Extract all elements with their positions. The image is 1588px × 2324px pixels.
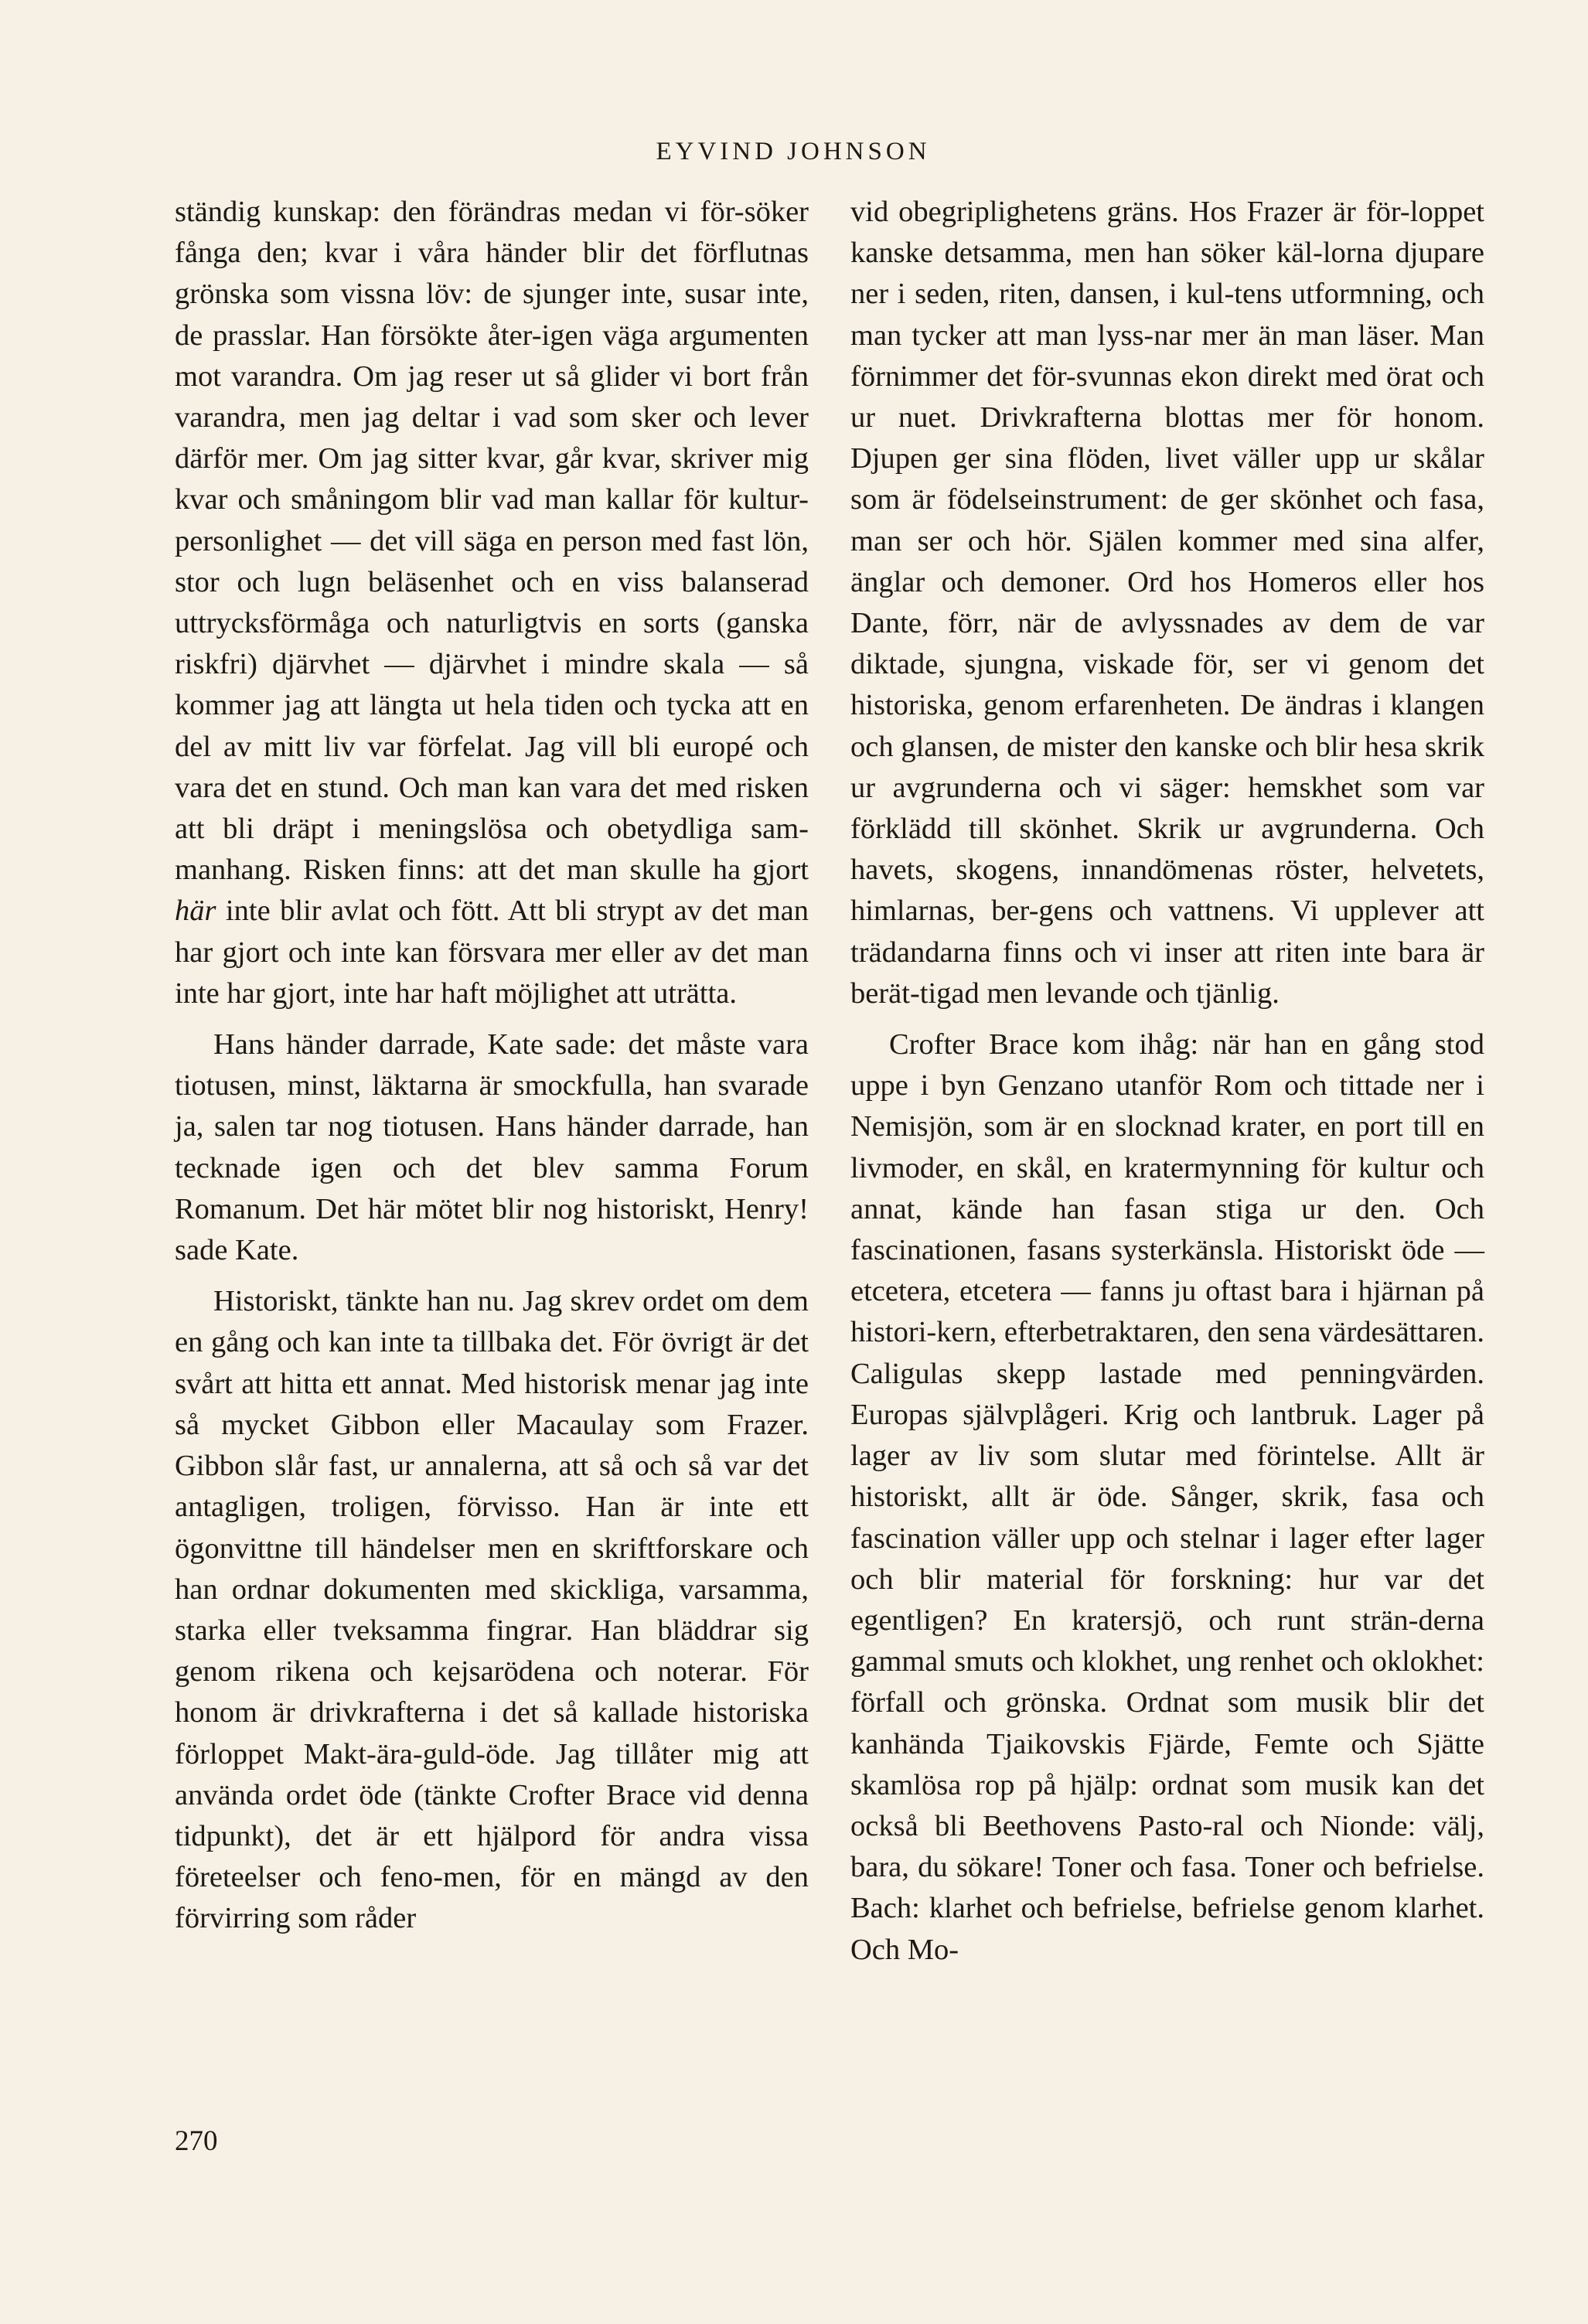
paragraph: Hans händer darrade, Kate sade: det måste vara tiotusen, minst, läktarna är smockfulla, han svarade ja, salen tar nog tiotusen. Hans händer darrade, han tecknade igen och det blev samma Forum Romanum. Det här mötet blir nog historiskt, Henry! sade Kate. <box>175 1028 809 1267</box>
paragraph-text: inte blir avlat och fött. Att bli strypt av det man har gjort och inte kan försvara mer eller av det man inte har gjort, inte har haft möjlighet att uträtta. <box>175 895 809 1010</box>
italic-word: här <box>175 895 216 928</box>
paragraph: Crofter Brace kom ihåg: när han en gång stod uppe i byn Genzano utanför Rom och tittade ner i Nemisjön, som är en slocknad krater, en port till en livmoder, en skål, en kratermynning för kultur och annat, kände han fasan stiga ur den. Och fascinationen, fasans systerkänsla. Historiskt öde — etcetera, etcetera — fanns ju oftast bara i hjärnan på histori-kern, efterbetraktaren, den sena värdesättaren. Caligulas skepp lastade med penningvärden. Europas självplågeri. Krig och lantbruk. Lager på lager av liv som slutar med förintelse. Allt är historiskt, allt är öde. Sånger, skrik, fasa och fascination väller upp och stelnar i lager efter lager och blir material för forskning: hur var det egentligen? En kratersjö, och runt strän-derna gammal smuts och klokhet, ung renhet och oklokhet: förfall och grönska. Ordnat som musik blir det kanhända Tjaikovskis Fjärde, Femte och Sjätte skamlösa rop på hjälp: ordnat som musik kan det också bli Beethovens Pasto-ral och Nionde: välj, bara, du sökare! Toner och fasa. Toner och befrielse. Bach: klarhet och befrielse, befrielse genom klarhet. Och Mo- <box>850 1028 1484 1966</box>
left-column <box>175 192 809 1940</box>
paragraph: Historiskt, tänkte han nu. Jag skrev ordet om dem en gång och kan inte ta tillbaka det. För övrigt är det svårt att hitta ett annat. Med historisk menar jag inte så mycket Gibbon eller Macaulay som Frazer. Gibbon slår fast, ur annalerna, att så och så var det antagligen, troligen, förvisso. Han är inte ett ögonvittne till händelser men en skriftforskare och han ordnar dokumenten med skickliga, varsamma, starka eller tveksamma fingrar. Han bläddrar sig genom rikena och kejsarödena och noterar. För honom är drivkrafterna i det så kallade historiska förloppet Makt-ära-guld-öde. Jag tillåter mig att använda ordet öde (tänkte Crofter Brace vid denna tidpunkt), det är ett hjälpord för andra vissa företeelser och feno-men, för en mängd av den förvirring som råder <box>175 1285 809 1935</box>
right-column <box>850 192 1484 1971</box>
paragraph: vid obegriplighetens gräns. Hos Frazer är för-loppet kanske detsamma, men han söker käl-lorna djupare ner i seden, riten, dansen, i kul-tens utformning, och man tycker att man lyss-nar mer än man läser. Man förnimmer det för-svunnas ekon direkt med örat och ur nuet. Drivkrafterna blottas mer för honom. Djupen ger sina flöden, livet väller upp ur skålar som är födelseinstrument: de ger skönhet och fasa, man ser och hör. Själen kommer med sina alfer, änglar och demoner. Ord hos Homeros eller hos Dante, förr, när de avlyssnades av dem de var diktade, sjungna, viskade för, ser vi genom det historiska, genom erfarenheten. De ändras i klangen och glansen, de mister den kanske och blir hesa skrik ur avgrunderna och vi säger: hemskhet som var förklädd till skönhet. Skrik ur avgrunderna. Och havets, skogens, innandömenas röster, helvetets, himlarnas, ber-gens och vattnens. Vi upplever att trädandarna finns och vi inser att riten inte bara är berät-tigad men levande och tjänlig. <box>850 196 1484 1010</box>
paragraph-text: ständig kunskap: den förändras medan vi för-söker fånga den; kvar i våra händer blir det förflutnas grönska som vissna löv: de sjunger inte, susar inte, de prasslar. Han försökte åter-igen väga argumenten mot varandra. Om jag reser ut så glider vi bort från varandra, men jag deltar i vad som sker och lever därför mer. Om jag sitter kvar, går kvar, skriver mig kvar och småningom blir vad man kallar för kultur-personlighet — det vill säga en person med fast lön, stor och lugn beläsenhet och en viss balanserad uttrycksförmåga och naturligtvis en sorts (ganska riskfri) djärvhet — djärvhet i mindre skala — så kommer jag att längta ut hela tiden och tycka att en del av mitt liv var förfelat. Jag vill bli europé och vara det en stund. Och man kan vara det med risken att bli dräpt i meningslösa och obetydliga sam-manhang. Risken finns: att det man skulle ha gjort <box>175 196 809 887</box>
page-number: 270 <box>175 2125 218 2157</box>
paragraph <box>175 192 809 1014</box>
running-head: EYVIND JOHNSON <box>656 138 931 165</box>
